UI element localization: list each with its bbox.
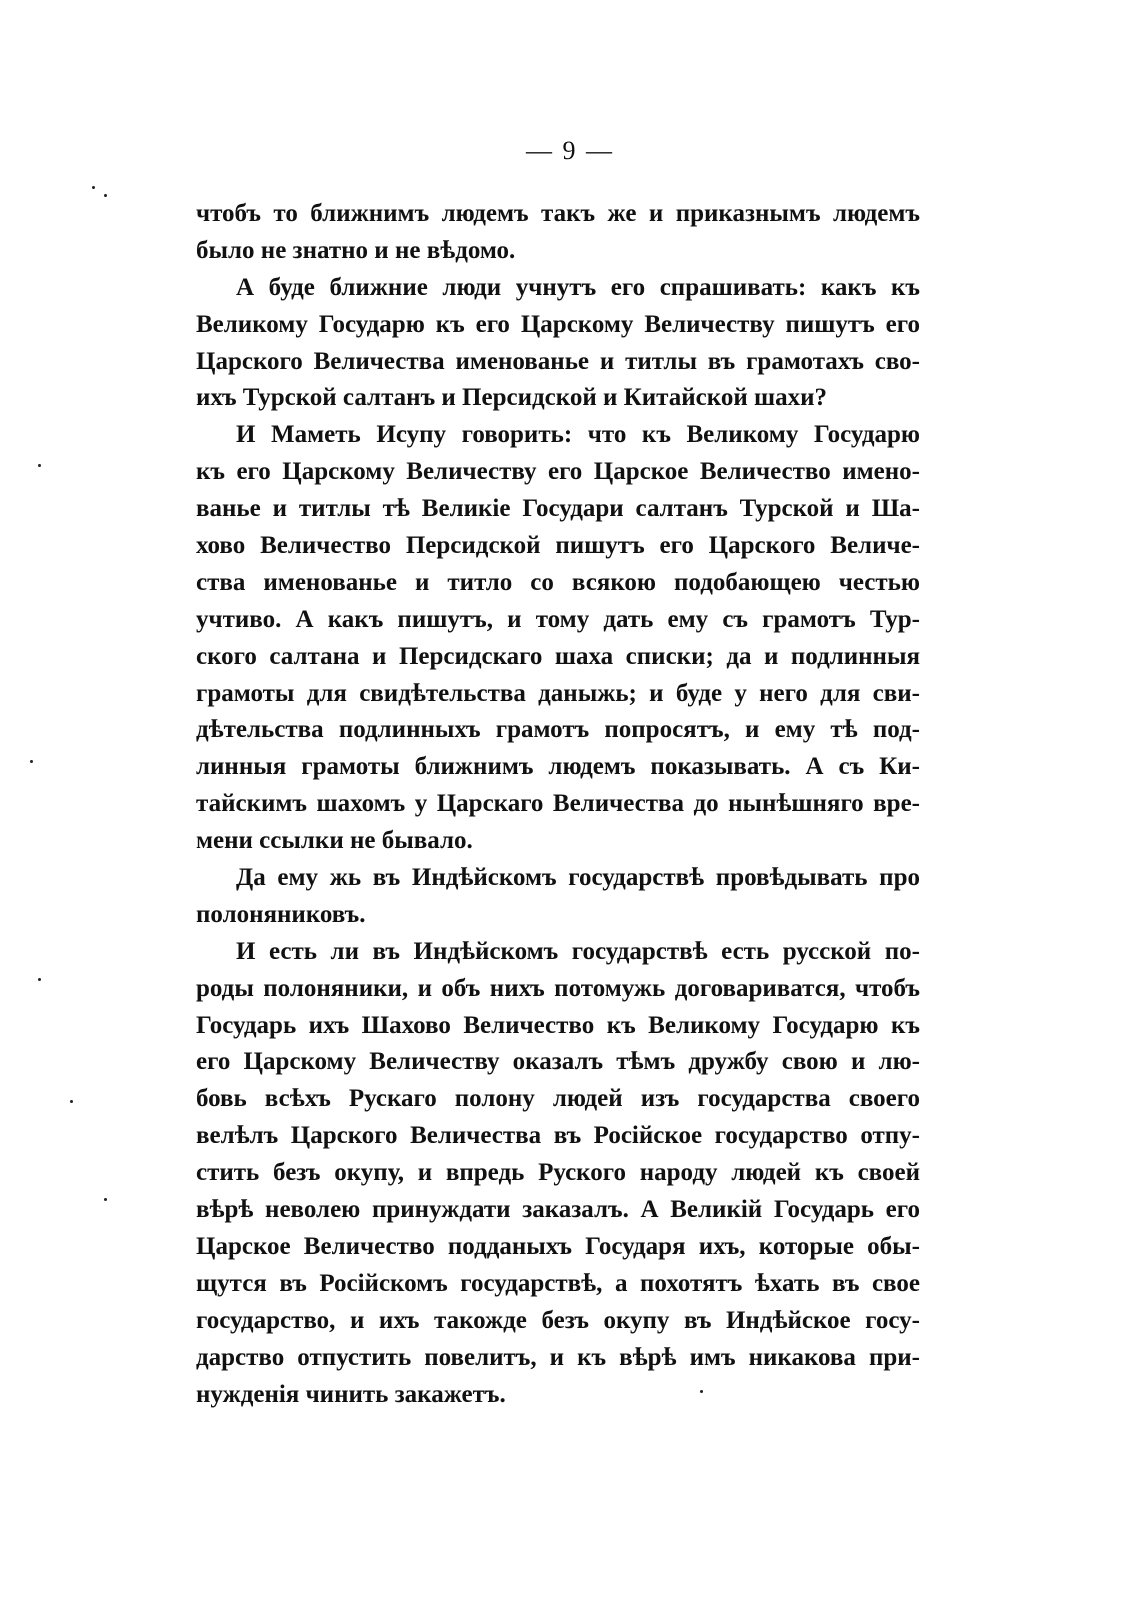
- text-line: дѣтельства подлинныхъ грамотъ попросятъ, и ему тѣ под-: [196, 716, 920, 744]
- text-line: роды полоняники, и объ нихъ потомужь договариватся, чтобъ: [196, 974, 920, 1002]
- text-line: Царское Величество подданыхъ Государя ихъ, которые обы-: [196, 1232, 920, 1260]
- text-line: Великому Государю къ его Царскому Величеству пишутъ его: [196, 310, 920, 338]
- text-line: стить безъ окупу, и впредь Руского народу людей къ своей: [196, 1159, 920, 1187]
- page-number: — 9 —: [526, 136, 614, 165]
- paragraph: [196, 196, 920, 270]
- text-line: было не знатно и не вѣдомо.: [196, 236, 516, 264]
- text-line: Да ему жь въ Индѣйскомъ государствѣ провѣдывать про: [236, 864, 920, 892]
- text-line: ства именованье и титло со всякою подобающею честью: [196, 568, 920, 596]
- text-line: велѣлъ Царского Величества въ Росiйское государство отпу-: [196, 1122, 920, 1150]
- text-line: Государь ихъ Шахово Величество къ Великому Государю къ: [196, 1011, 920, 1039]
- text-line: вѣрѣ неволею принуждати заказалъ. А Великiй Государь его: [196, 1196, 920, 1224]
- scan-speck: [70, 1100, 73, 1103]
- text-line: бовь всѣхъ Рускаго полону людей изъ государства своего: [196, 1085, 920, 1113]
- paragraph: [196, 417, 920, 860]
- text-line: грамоты для свидѣтельства даныжь; и буде у него для сви-: [196, 679, 920, 707]
- scan-speck: [92, 186, 95, 189]
- paragraph: [196, 860, 920, 934]
- scan-speck: [104, 194, 107, 197]
- text-line: тайскимъ шахомъ у Царскаго Величества до нынѣшняго вре-: [196, 790, 920, 818]
- text-line: А буде ближние люди учнутъ его спрашивать: какъ къ: [236, 273, 920, 301]
- text-line: государство, и ихъ такожде безъ окупу въ Индѣйское госу-: [196, 1306, 920, 1334]
- scan-speck: [38, 978, 41, 981]
- text-line: Царского Величества именованье и титлы въ грамотахъ сво-: [196, 347, 920, 375]
- text-line: дарство отпустить повелитъ, и къ вѣрѣ имъ никакова при-: [196, 1343, 920, 1371]
- text-line: ского салтана и Персидскаго шаха списки; да и подлинныя: [196, 642, 920, 670]
- scan-speck: [104, 1198, 107, 1201]
- scan-speck: [30, 760, 33, 763]
- text-line: ихъ Турской салтанъ и Персидской и Китайской шахи?: [196, 384, 827, 412]
- paragraph: [196, 934, 920, 1414]
- body-text: [196, 196, 920, 1413]
- scan-speck: [38, 464, 41, 467]
- paragraph: [196, 270, 920, 418]
- text-line: ванье и титлы тѣ Великiе Государи салтанъ Турской и Ша-: [196, 495, 920, 523]
- text-line: мени ссылки не бывало.: [196, 827, 473, 855]
- scan-speck: [700, 1390, 703, 1393]
- text-line: И Маметь Исупу говорить: что къ Великому Государю: [236, 421, 920, 449]
- text-line: къ его Царскому Величеству его Царское Величество имено-: [196, 458, 920, 486]
- text-line: хово Величество Персидской пишутъ его Царского Величе-: [196, 532, 920, 560]
- text-line: чтобъ то ближнимъ людемъ такъ же и приказнымъ людемъ: [196, 200, 920, 227]
- text-line: полоняниковъ.: [196, 900, 366, 928]
- text-line: нужденiя чинить закажетъ.: [196, 1380, 506, 1408]
- text-line: И есть ли въ Индѣйскомъ государствѣ есть русской по-: [236, 937, 920, 965]
- text-line: его Царскому Величеству оказалъ тѣмъ дружбу свою и лю-: [196, 1048, 920, 1076]
- text-line: щутся въ Росiйскомъ государствѣ, а похотятъ ѣхать въ свое: [196, 1269, 920, 1297]
- text-line: учтиво. А какъ пишутъ, и тому дать ему съ грамотъ Тур-: [196, 605, 920, 633]
- text-line: линныя грамоты ближнимъ людемъ показывать. А съ Ки-: [196, 753, 920, 781]
